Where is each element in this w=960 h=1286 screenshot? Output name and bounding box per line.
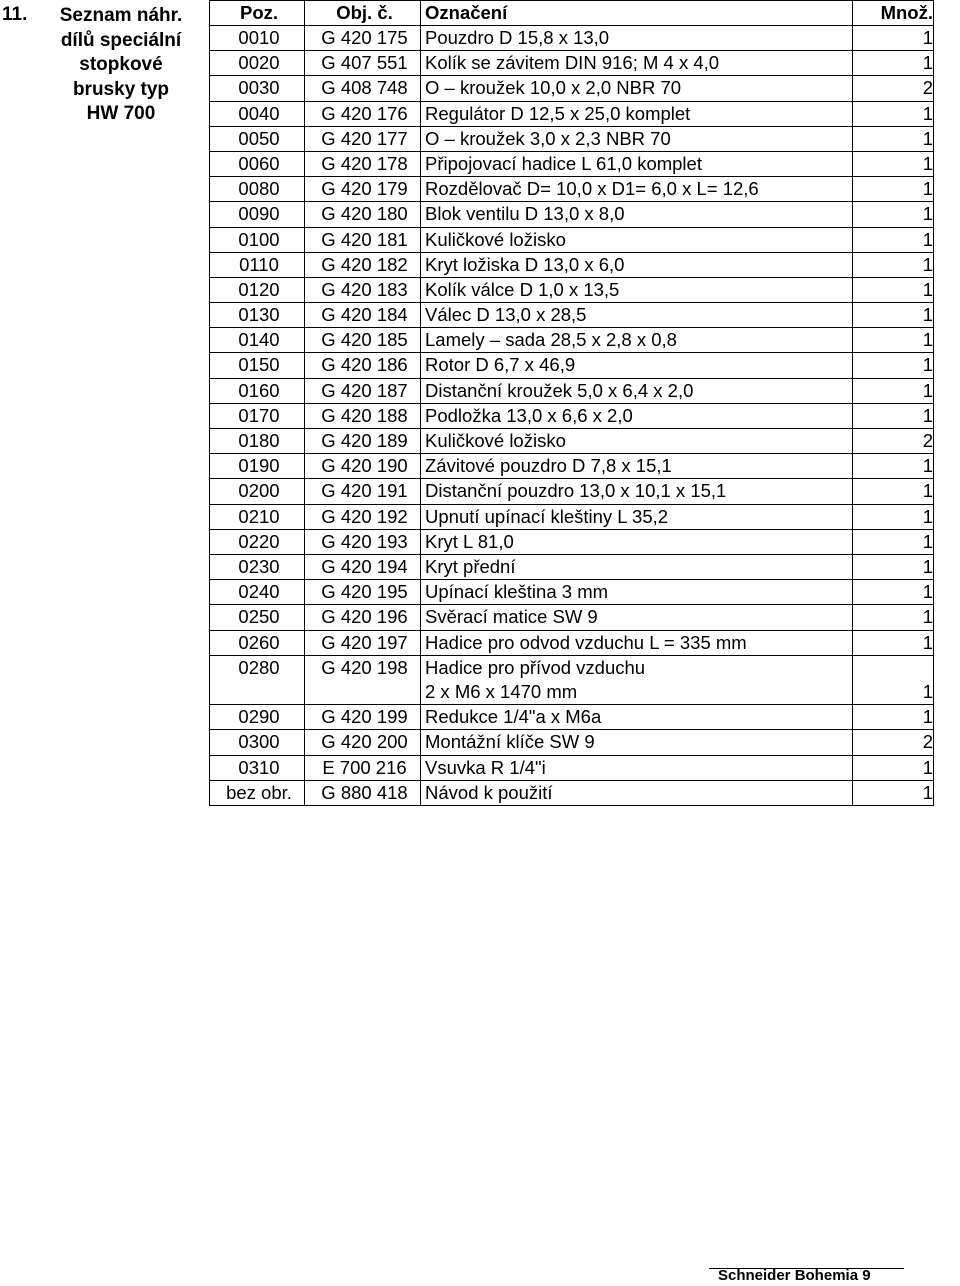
header-designation: Označení (421, 1, 853, 26)
cell-designation: Závitové pouzdro D 7,8 x 15,1 (421, 454, 853, 479)
section-title (40, 4, 202, 127)
cell-order-number: G 420 177 (305, 126, 421, 151)
cell-quantity: 1 (853, 328, 934, 353)
cell-order-number: G 420 175 (305, 26, 421, 51)
cell-quantity: 1 (853, 277, 934, 302)
table-row (210, 126, 934, 151)
table-row (210, 454, 934, 479)
cell-designation: Připojovací hadice L 61,0 komplet (421, 151, 853, 176)
cell-position: 0080 (210, 177, 305, 202)
footer-text: Schneider Bohemia 9 (718, 1267, 871, 1284)
cell-designation: Rotor D 6,7 x 46,9 (421, 353, 853, 378)
cell-quantity: 2 (853, 76, 934, 101)
cell-quantity: 1 (853, 126, 934, 151)
cell-position: 0050 (210, 126, 305, 151)
table-row (210, 26, 934, 51)
cell-quantity: 1 (853, 151, 934, 176)
cell-designation-line: Hadice pro přívod vzduchu (425, 656, 646, 678)
table-row (210, 177, 934, 202)
cell-order-number: G 420 200 (305, 730, 421, 755)
table-row (210, 76, 934, 101)
cell-quantity: 1 (853, 504, 934, 529)
cell-designation: Kuličkové ložisko (421, 429, 853, 454)
cell-order-number: G 420 196 (305, 605, 421, 630)
cell-quantity: 1 (853, 26, 934, 51)
table-row (210, 479, 934, 504)
cell-order-number: G 420 199 (305, 705, 421, 730)
cell-position: 0250 (210, 605, 305, 630)
cell-position: 0230 (210, 554, 305, 579)
cell-order-number: G 420 190 (305, 454, 421, 479)
cell-order-number: G 407 551 (305, 51, 421, 76)
cell-designation: Pouzdro D 15,8 x 13,0 (421, 26, 853, 51)
section-number: 11. (2, 4, 28, 25)
cell-designation: Redukce 1/4"a x M6a (421, 705, 853, 730)
cell-order-number: G 420 188 (305, 403, 421, 428)
cell-order-number: G 420 186 (305, 353, 421, 378)
table-row (210, 780, 934, 805)
cell-designation: Kryt přední (421, 554, 853, 579)
cell-order-number: G 420 184 (305, 303, 421, 328)
table-row (210, 151, 934, 176)
cell-quantity: 1 (853, 630, 934, 655)
cell-quantity: 1 (853, 303, 934, 328)
cell-quantity: 1 (853, 403, 934, 428)
table-row (210, 504, 934, 529)
table-row (210, 101, 934, 126)
table-row (210, 328, 934, 353)
cell-order-number: G 420 179 (305, 177, 421, 202)
cell-position: 0310 (210, 755, 305, 780)
cell-order-number: G 420 194 (305, 554, 421, 579)
cell-quantity: 1 (853, 655, 934, 705)
cell-order-number: G 420 189 (305, 429, 421, 454)
cell-position: 0110 (210, 252, 305, 277)
cell-designation: Podložka 13,0 x 6,6 x 2,0 (421, 403, 853, 428)
cell-position: 0240 (210, 580, 305, 605)
cell-order-number: G 420 176 (305, 101, 421, 126)
header-quantity: Množ. (853, 1, 934, 26)
table-row (210, 755, 934, 780)
table-row (210, 605, 934, 630)
cell-position: 0120 (210, 277, 305, 302)
cell-position: 0060 (210, 151, 305, 176)
cell-designation: Kuličkové ložisko (421, 227, 853, 252)
cell-position: 0170 (210, 403, 305, 428)
parts-table (209, 0, 934, 806)
cell-designation: Distanční kroužek 5,0 x 6,4 x 2,0 (421, 378, 853, 403)
cell-designation: Svěrací matice SW 9 (421, 605, 853, 630)
cell-quantity: 2 (853, 730, 934, 755)
table-row (210, 403, 934, 428)
cell-order-number: G 420 178 (305, 151, 421, 176)
cell-quantity: 1 (853, 605, 934, 630)
cell-position: 0040 (210, 101, 305, 126)
cell-quantity: 1 (853, 177, 934, 202)
cell-position: 0150 (210, 353, 305, 378)
section-title-line: stopkové (79, 54, 163, 75)
cell-position: bez obr. (210, 780, 305, 805)
cell-designation: Hadice pro odvod vzduchu L = 335 mm (421, 630, 853, 655)
cell-quantity: 1 (853, 755, 934, 780)
cell-order-number: G 420 193 (305, 529, 421, 554)
cell-quantity: 1 (853, 705, 934, 730)
cell-designation: Kryt L 81,0 (421, 529, 853, 554)
cell-position: 0200 (210, 479, 305, 504)
cell-quantity: 1 (853, 353, 934, 378)
cell-order-number: G 420 187 (305, 378, 421, 403)
table-row (210, 730, 934, 755)
cell-position: 0100 (210, 227, 305, 252)
section-title-line: dílů speciální (60, 29, 182, 51)
table-row (210, 554, 934, 579)
table-row (210, 227, 934, 252)
cell-position: 0130 (210, 303, 305, 328)
cell-designation: O – kroužek 10,0 x 2,0 NBR 70 (421, 76, 853, 101)
cell-position: 0030 (210, 76, 305, 101)
cell-quantity: 1 (853, 580, 934, 605)
table-row (210, 303, 934, 328)
cell-designation: O – kroužek 3,0 x 2,3 NBR 70 (421, 126, 853, 151)
cell-designation: Upnutí upínací kleštiny L 35,2 (421, 504, 853, 529)
cell-position: 0090 (210, 202, 305, 227)
table-row (210, 277, 934, 302)
table-row (210, 202, 934, 227)
header-position: Poz. (210, 1, 305, 26)
table-row (210, 429, 934, 454)
cell-order-number: G 420 197 (305, 630, 421, 655)
cell-order-number: G 420 195 (305, 580, 421, 605)
cell-position: 0160 (210, 378, 305, 403)
cell-order-number: G 420 191 (305, 479, 421, 504)
table-row (210, 378, 934, 403)
cell-order-number: G 880 418 (305, 780, 421, 805)
cell-quantity: 1 (853, 554, 934, 579)
cell-designation: Vsuvka R 1/4"i (421, 755, 853, 780)
cell-quantity: 1 (853, 479, 934, 504)
cell-order-number: E 700 216 (305, 755, 421, 780)
cell-order-number: G 420 180 (305, 202, 421, 227)
header-order-number: Obj. č. (305, 1, 421, 26)
table-row (210, 705, 934, 730)
cell-designation: Válec D 13,0 x 28,5 (421, 303, 853, 328)
cell-position: 0020 (210, 51, 305, 76)
cell-order-number: G 420 182 (305, 252, 421, 277)
table-row (210, 630, 934, 655)
cell-quantity: 1 (853, 227, 934, 252)
cell-designation: Kryt ložiska D 13,0 x 6,0 (421, 252, 853, 277)
cell-order-number: G 420 192 (305, 504, 421, 529)
parts-table-body (210, 26, 934, 806)
cell-position: 0210 (210, 504, 305, 529)
cell-position: 0260 (210, 630, 305, 655)
cell-order-number: G 420 183 (305, 277, 421, 302)
cell-quantity: 1 (853, 378, 934, 403)
cell-designation: Kolík se závitem DIN 916; M 4 x 4,0 (421, 51, 853, 76)
cell-designation: Kolík válce D 1,0 x 13,5 (421, 277, 853, 302)
cell-position: 0010 (210, 26, 305, 51)
cell-position: 0290 (210, 705, 305, 730)
cell-quantity: 2 (853, 429, 934, 454)
table-row (210, 51, 934, 76)
cell-designation: Upínací kleština 3 mm (421, 580, 853, 605)
table-row (210, 252, 934, 277)
cell-designation: Montážní klíče SW 9 (421, 730, 853, 755)
table-row (210, 529, 934, 554)
table-header-row (210, 1, 934, 26)
cell-quantity: 1 (853, 202, 934, 227)
cell-order-number: G 420 185 (305, 328, 421, 353)
cell-quantity: 1 (853, 252, 934, 277)
cell-designation: Rozdělovač D= 10,0 x D1= 6,0 x L= 12,6 (421, 177, 853, 202)
table-row (210, 655, 934, 705)
table-row (210, 580, 934, 605)
cell-position: 0300 (210, 730, 305, 755)
cell-quantity: 1 (853, 454, 934, 479)
cell-quantity: 1 (853, 529, 934, 554)
section-title-line: brusky typ (72, 78, 170, 100)
cell-designation: Návod k použití (421, 780, 853, 805)
cell-designation: Blok ventilu D 13,0 x 8,0 (421, 202, 853, 227)
cell-quantity: 1 (853, 101, 934, 126)
cell-position: 0140 (210, 328, 305, 353)
cell-position: 0220 (210, 529, 305, 554)
cell-order-number: G 408 748 (305, 76, 421, 101)
cell-designation (421, 655, 853, 705)
cell-designation-line: 2 x M6 x 1470 mm (425, 680, 578, 702)
cell-order-number: G 420 181 (305, 227, 421, 252)
section-title-line: HW 700 (86, 103, 156, 124)
cell-quantity: 1 (853, 51, 934, 76)
cell-designation: Lamely – sada 28,5 x 2,8 x 0,8 (421, 328, 853, 353)
cell-designation: Distanční pouzdro 13,0 x 10,1 x 15,1 (421, 479, 853, 504)
table-row (210, 353, 934, 378)
cell-quantity: 1 (853, 780, 934, 805)
cell-order-number: G 420 198 (305, 655, 421, 705)
cell-position: 0190 (210, 454, 305, 479)
section-title-line: Seznam náhr. (59, 5, 183, 26)
cell-position: 0180 (210, 429, 305, 454)
cell-position: 0280 (210, 655, 305, 705)
cell-designation: Regulátor D 12,5 x 25,0 komplet (421, 101, 853, 126)
